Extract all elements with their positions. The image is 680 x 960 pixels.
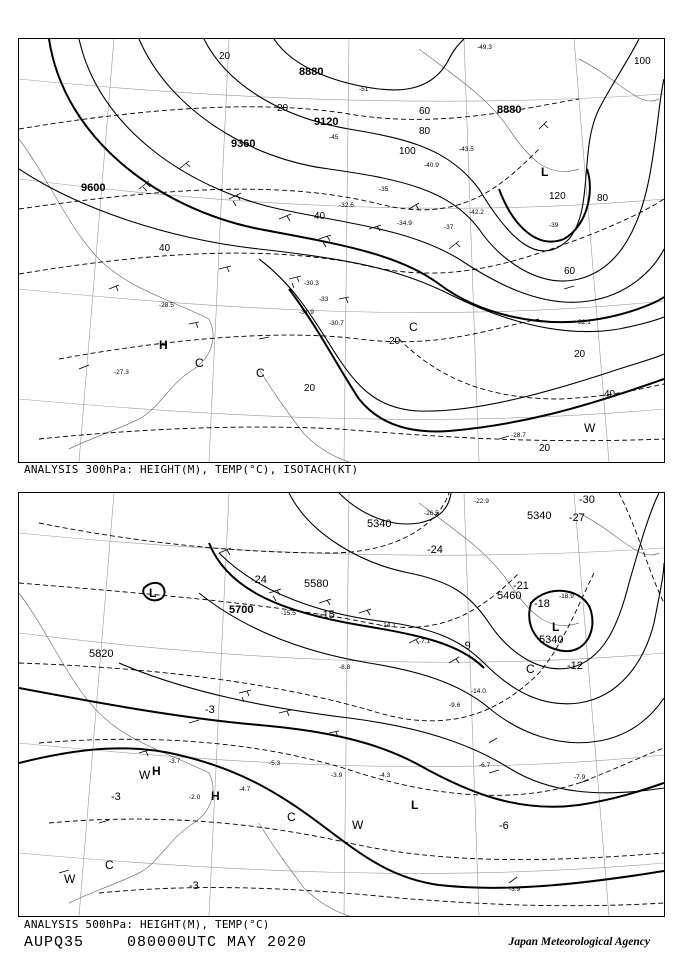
- station-value: -15.5: [281, 610, 296, 617]
- station-value: -32.6: [339, 202, 354, 209]
- station-value: -39: [549, 222, 559, 229]
- station-value: -33: [319, 296, 329, 303]
- station-value: -7.9: [574, 774, 586, 781]
- isotherm-label: -3: [189, 880, 199, 892]
- isotach-label: 100: [399, 146, 416, 157]
- station-value: -30.3: [304, 280, 319, 287]
- station-value: -34.9: [397, 220, 412, 227]
- warm-center-label: W: [139, 768, 151, 782]
- station-value: -3.9: [331, 772, 343, 779]
- station-value: -18.9: [559, 593, 574, 600]
- isotherm-label: -30: [579, 494, 595, 506]
- height-label: 5820: [89, 648, 114, 660]
- valid-time: 080000UTC MAY 2020: [127, 934, 308, 951]
- isotach-label: 40: [604, 389, 616, 400]
- coastlines: [19, 49, 659, 462]
- isotherm-label: -27: [569, 512, 585, 524]
- station-value: -4.7: [239, 786, 251, 793]
- station-value: -49.3: [477, 44, 492, 51]
- isotach-label: 80: [597, 193, 609, 204]
- height-label: 8880: [497, 104, 522, 116]
- station-value: -37: [444, 224, 454, 231]
- station-value: -40.9: [424, 162, 439, 169]
- map-300hpa: [19, 39, 664, 462]
- isotherm-label: -6: [499, 820, 509, 832]
- station-value: -14.1: [381, 622, 396, 629]
- height-label: 5340: [539, 634, 564, 646]
- isotherm-label: -3: [205, 704, 215, 716]
- cold-center-label: C: [409, 320, 418, 334]
- low-center-label: L: [541, 165, 549, 179]
- station-value: -28.7: [511, 432, 526, 439]
- center-markers: [64, 586, 559, 886]
- station-value: -28.5: [159, 302, 174, 309]
- agency-name: Japan Meteorological Agency: [508, 936, 650, 948]
- height-label: 9120: [314, 116, 339, 128]
- station-value: -30.7: [329, 320, 344, 327]
- high-center-label: H: [152, 764, 161, 778]
- cold-center-label: C: [287, 810, 296, 824]
- station-value: -32.1: [576, 319, 591, 326]
- station-value: -27.3: [114, 369, 129, 376]
- low-center-label: L: [149, 586, 157, 600]
- map-500hpa: [19, 493, 664, 916]
- isotach-label: 20: [539, 443, 551, 454]
- station-value: -5.3: [269, 760, 281, 767]
- isotach-label: 120: [549, 191, 566, 202]
- panel-caption-300hpa: ANALYSIS 300hPa: HEIGHT(M), TEMP(°C), ISOTACH(KT): [24, 463, 359, 476]
- graticule: [19, 493, 664, 916]
- height-contours: [119, 493, 664, 793]
- station-value: -8.8: [339, 664, 351, 671]
- cold-center-label: C: [105, 858, 114, 872]
- cold-center-label: C: [195, 356, 204, 370]
- height-label: 9360: [231, 138, 256, 150]
- high-center-label: H: [211, 789, 220, 803]
- station-value: -42.2: [469, 209, 484, 216]
- isotach-label: 20: [219, 51, 231, 62]
- cold-center-label: C: [256, 366, 265, 380]
- warm-center-label: W: [64, 872, 76, 886]
- station-value: -7.1: [419, 638, 431, 645]
- isotach-label: 40: [314, 211, 326, 222]
- isotherm-label: -18: [534, 598, 550, 610]
- isotach-label: 60: [419, 106, 431, 117]
- station-value: -31.9: [299, 309, 314, 316]
- chart-panel-500hpa: [18, 492, 665, 917]
- isotach-label: 60: [564, 266, 576, 277]
- isotach-label: 100: [634, 56, 651, 67]
- height-label: 5460: [497, 590, 522, 602]
- station-value: -26.5: [424, 510, 439, 517]
- isotherm-label: -24: [427, 544, 443, 556]
- high-center-label: H: [159, 338, 168, 352]
- isotach-label: 40: [159, 243, 171, 254]
- isotach-label: 20: [277, 103, 289, 114]
- coastlines: [19, 503, 659, 916]
- isotherm-label: -9: [461, 640, 471, 652]
- height-label: 5580: [304, 578, 329, 590]
- chart-panel-300hpa: [18, 38, 665, 463]
- station-value: -3.7: [169, 758, 181, 765]
- height-label: 5700: [229, 604, 254, 616]
- isotherm-label: -21: [513, 580, 529, 592]
- height-contours: [19, 39, 664, 411]
- station-value: -22.9: [474, 498, 489, 505]
- warm-center-label: W: [584, 421, 596, 435]
- warm-center-label: W: [352, 818, 364, 832]
- station-value: -45: [329, 134, 339, 141]
- graticule: [19, 39, 664, 462]
- low-center-label: L: [411, 798, 419, 812]
- height-label: 9600: [81, 182, 106, 194]
- height-label: 5340: [367, 518, 392, 530]
- isotach-labels: [159, 51, 651, 454]
- station-value: -43.5: [459, 146, 474, 153]
- station-values: [169, 498, 586, 893]
- isotherm-label: -12: [567, 660, 583, 672]
- isotach-label: 20: [574, 349, 586, 360]
- isotach-label: 20: [389, 336, 401, 347]
- center-markers: [159, 165, 596, 435]
- station-value: -4.3: [379, 772, 391, 779]
- cold-center-label: C: [526, 662, 535, 676]
- isotherm-label: -24: [251, 574, 267, 586]
- station-value: -9.6: [449, 702, 461, 709]
- station-value: -51: [359, 86, 369, 93]
- isotherm-contours: [19, 493, 664, 906]
- station-value: -14.0: [471, 688, 486, 695]
- isotach-label: 20: [304, 383, 316, 394]
- height-labels: [81, 66, 521, 194]
- low-center-label: L: [552, 620, 560, 634]
- panel-caption-500hpa: ANALYSIS 500hPa: HEIGHT(M), TEMP(°C): [24, 918, 270, 931]
- isotherm-label: -15: [319, 609, 335, 621]
- height-label: 5340: [527, 510, 552, 522]
- isotach-label: 80: [419, 126, 431, 137]
- station-value: -35: [379, 186, 389, 193]
- product-id: AUPQ35: [24, 934, 85, 951]
- station-value: -6.7: [479, 762, 491, 769]
- isotherm-label: -3: [111, 791, 121, 803]
- station-value: -3.9: [509, 886, 521, 893]
- height-label: 8880: [299, 66, 324, 78]
- station-value: -2.0: [189, 794, 201, 801]
